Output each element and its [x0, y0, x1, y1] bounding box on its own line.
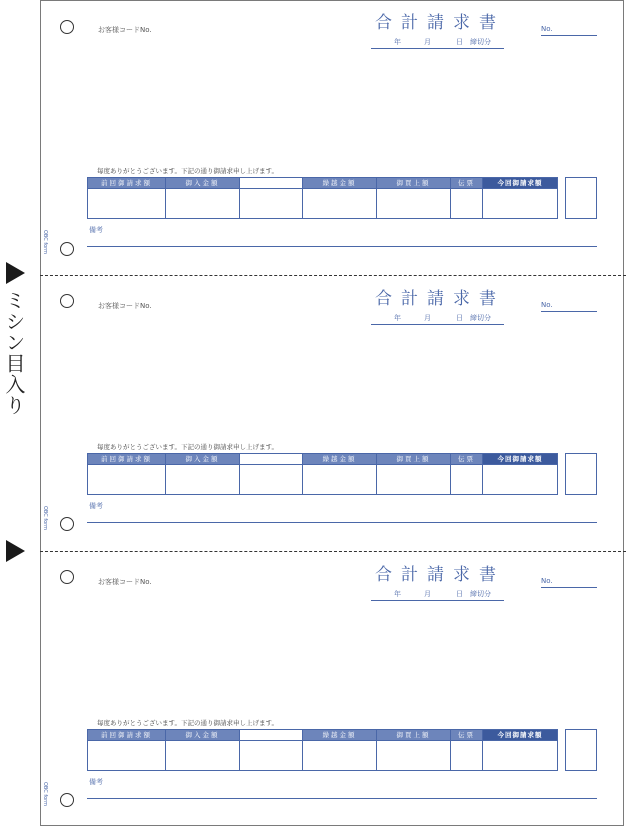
remarks-line	[87, 246, 597, 247]
date-year-label: 年	[394, 38, 401, 46]
table-divider	[450, 730, 451, 770]
form-title: 合計請求書	[375, 565, 505, 585]
date-line	[371, 588, 504, 601]
summary-table	[87, 177, 558, 219]
col-current-billing: 今回御請求額	[483, 178, 557, 188]
table-divider	[482, 454, 483, 494]
table-divider	[239, 178, 240, 218]
thanks-text: 毎度ありがとうございます。下記の通り御請求申し上げます。	[97, 167, 278, 175]
table-divider	[376, 178, 377, 218]
col-current-billing: 今回御請求額	[483, 454, 557, 464]
date-day-label: 日	[456, 314, 463, 322]
col-purchases: 御買上額	[377, 730, 450, 740]
remarks-label: 備考	[89, 778, 103, 786]
perforation-arrow-icon	[6, 262, 25, 284]
date-cutoff-label: 締切分	[470, 38, 491, 46]
stamp-box	[565, 453, 597, 495]
punch-hole-icon	[60, 294, 74, 308]
invoice-panel	[41, 276, 623, 551]
table-divider	[88, 740, 557, 741]
col-payment: 御入金額	[166, 454, 239, 464]
brand-mark: OBC form	[42, 230, 48, 255]
customer-code-label: お客様コードNo.	[98, 578, 152, 586]
col-prev-billing: 前回御請求額	[88, 730, 165, 740]
table-divider	[88, 188, 557, 189]
punch-hole-icon	[60, 242, 74, 256]
col-carryover: 繰越金額	[303, 730, 376, 740]
brand-mark: OBC form	[42, 782, 48, 807]
col-carryover: 繰越金額	[303, 178, 376, 188]
col-payment: 御入金額	[166, 178, 239, 188]
date-year-label: 年	[394, 590, 401, 598]
table-divider	[302, 454, 303, 494]
date-month-label: 月	[424, 38, 431, 46]
table-divider	[165, 730, 166, 770]
brand-mark: OBC form	[42, 506, 48, 531]
col-payment: 御入金額	[166, 730, 239, 740]
stamp-box	[565, 729, 597, 771]
form-title: 合計請求書	[375, 13, 505, 33]
col-blank	[240, 730, 302, 740]
table-divider	[450, 454, 451, 494]
col-purchases: 御買上額	[377, 178, 450, 188]
remarks-label: 備考	[89, 502, 103, 510]
thanks-text: 毎度ありがとうございます。下記の通り御請求申し上げます。	[97, 443, 278, 451]
date-month-label: 月	[424, 314, 431, 322]
punch-hole-icon	[60, 793, 74, 807]
col-blank	[240, 454, 302, 464]
remarks-label: 備考	[89, 226, 103, 234]
table-divider	[88, 464, 557, 465]
side-label: ミシン目入り	[2, 290, 26, 416]
form-title: 合計請求書	[375, 289, 505, 309]
customer-code-label: お客様コードNo.	[98, 26, 152, 34]
table-divider	[376, 730, 377, 770]
col-slips: 伝票	[451, 178, 482, 188]
col-slips: 伝票	[451, 454, 482, 464]
table-divider	[376, 454, 377, 494]
table-divider	[482, 178, 483, 218]
invoice-no-field: No.	[541, 577, 597, 588]
punch-hole-icon	[60, 570, 74, 584]
col-slips: 伝票	[451, 730, 482, 740]
punch-hole-icon	[60, 517, 74, 531]
table-divider	[239, 730, 240, 770]
table-divider	[239, 454, 240, 494]
date-line	[371, 36, 504, 49]
remarks-line	[87, 522, 597, 523]
date-year-label: 年	[394, 314, 401, 322]
date-cutoff-label: 締切分	[470, 590, 491, 598]
col-blank	[240, 178, 302, 188]
col-prev-billing: 前回御請求額	[88, 178, 165, 188]
invoice-no-field: No.	[541, 301, 597, 312]
table-divider	[482, 730, 483, 770]
table-divider	[165, 454, 166, 494]
table-divider	[450, 178, 451, 218]
stamp-box	[565, 177, 597, 219]
date-line	[371, 312, 504, 325]
remarks-line	[87, 798, 597, 799]
table-divider	[165, 178, 166, 218]
table-divider	[302, 178, 303, 218]
table-divider	[302, 730, 303, 770]
invoice-panel	[41, 0, 623, 275]
invoice-panel	[41, 552, 623, 827]
punch-hole-icon	[60, 20, 74, 34]
date-day-label: 日	[456, 38, 463, 46]
col-carryover: 繰越金額	[303, 454, 376, 464]
perforation-arrow-icon	[6, 540, 25, 562]
summary-table	[87, 453, 558, 495]
date-month-label: 月	[424, 590, 431, 598]
customer-code-label: お客様コードNo.	[98, 302, 152, 310]
col-purchases: 御買上額	[377, 454, 450, 464]
summary-table	[87, 729, 558, 771]
thanks-text: 毎度ありがとうございます。下記の通り御請求申し上げます。	[97, 719, 278, 727]
date-day-label: 日	[456, 590, 463, 598]
date-cutoff-label: 締切分	[470, 314, 491, 322]
invoice-no-field: No.	[541, 25, 597, 36]
col-current-billing: 今回御請求額	[483, 730, 557, 740]
col-prev-billing: 前回御請求額	[88, 454, 165, 464]
